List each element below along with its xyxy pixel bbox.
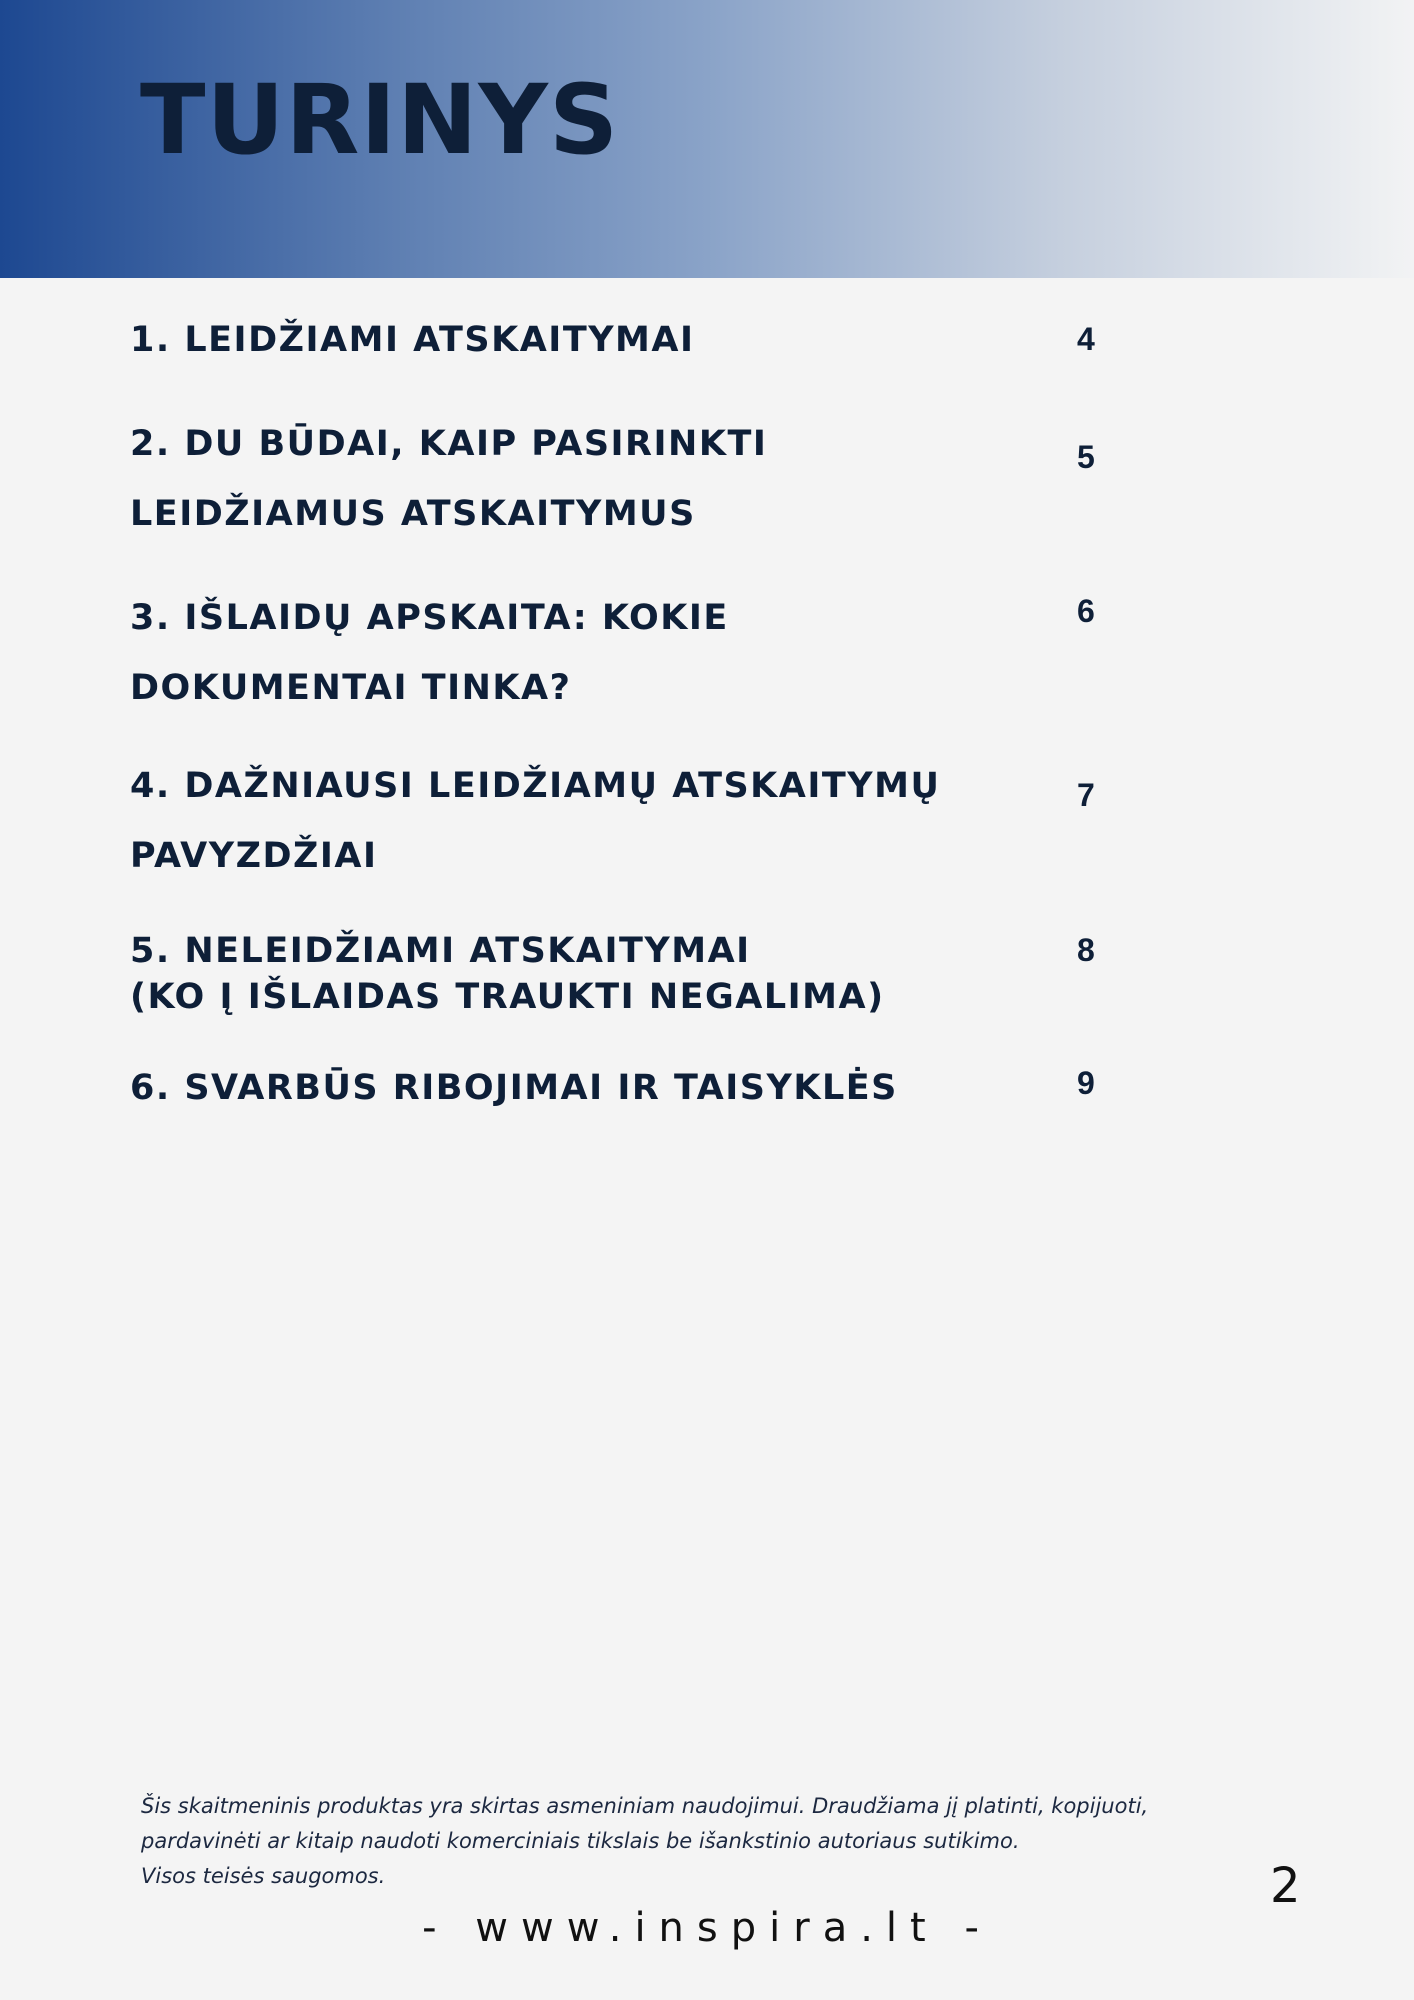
header-banner [0,0,1414,278]
toc-item-title: 4. DAŽNIAUSI LEIDŽIAMŲ ATSKAITYMŲ PAVYZDŽIAI [130,766,941,876]
website-link[interactable]: - www.inspira.lt - [422,1905,992,1951]
toc-item-title: 1. LEIDŽIAMI ATSKAITYMAI [130,320,695,360]
toc-item-title: 6. SVARBŪS RIBOJIMAI IR TAISYKLĖS [130,1068,898,1108]
toc-item-title: 3. IŠLAIDŲ APSKAITA: KOKIE DOKUMENTAI TINKA? [130,598,729,708]
page-number: 2 [1270,1858,1301,1914]
copyright-notice: Šis skaitmeninis produktas yra skirtas asmeniniam naudojimui. Draudžiama jį platinti, kopijuoti, pardavinėti ar kitaip naudoti komerciniais tikslais be išankstinio autoriaus sutikimo. Visos teisės saugomos. [141,1794,1149,1888]
page-title: TURINYS [140,64,620,176]
toc-item-title: 2. DU BŪDAI, KAIP PASIRINKTI LEIDŽIAMUS ATSKAITYMUS [130,424,768,534]
toc-item-page: 9 [1077,1065,1095,1101]
toc-item-page: 6 [1077,593,1095,629]
toc-item-title: 5. NELEIDŽIAMI ATSKAITYMAI (KO Į IŠLAIDAS TRAUKTI NEGALIMA) [130,931,885,1017]
toc-item-page: 7 [1077,777,1095,813]
toc-item-page: 8 [1077,932,1095,968]
toc-item-page: 4 [1077,321,1095,357]
toc-item-page: 5 [1077,439,1095,475]
